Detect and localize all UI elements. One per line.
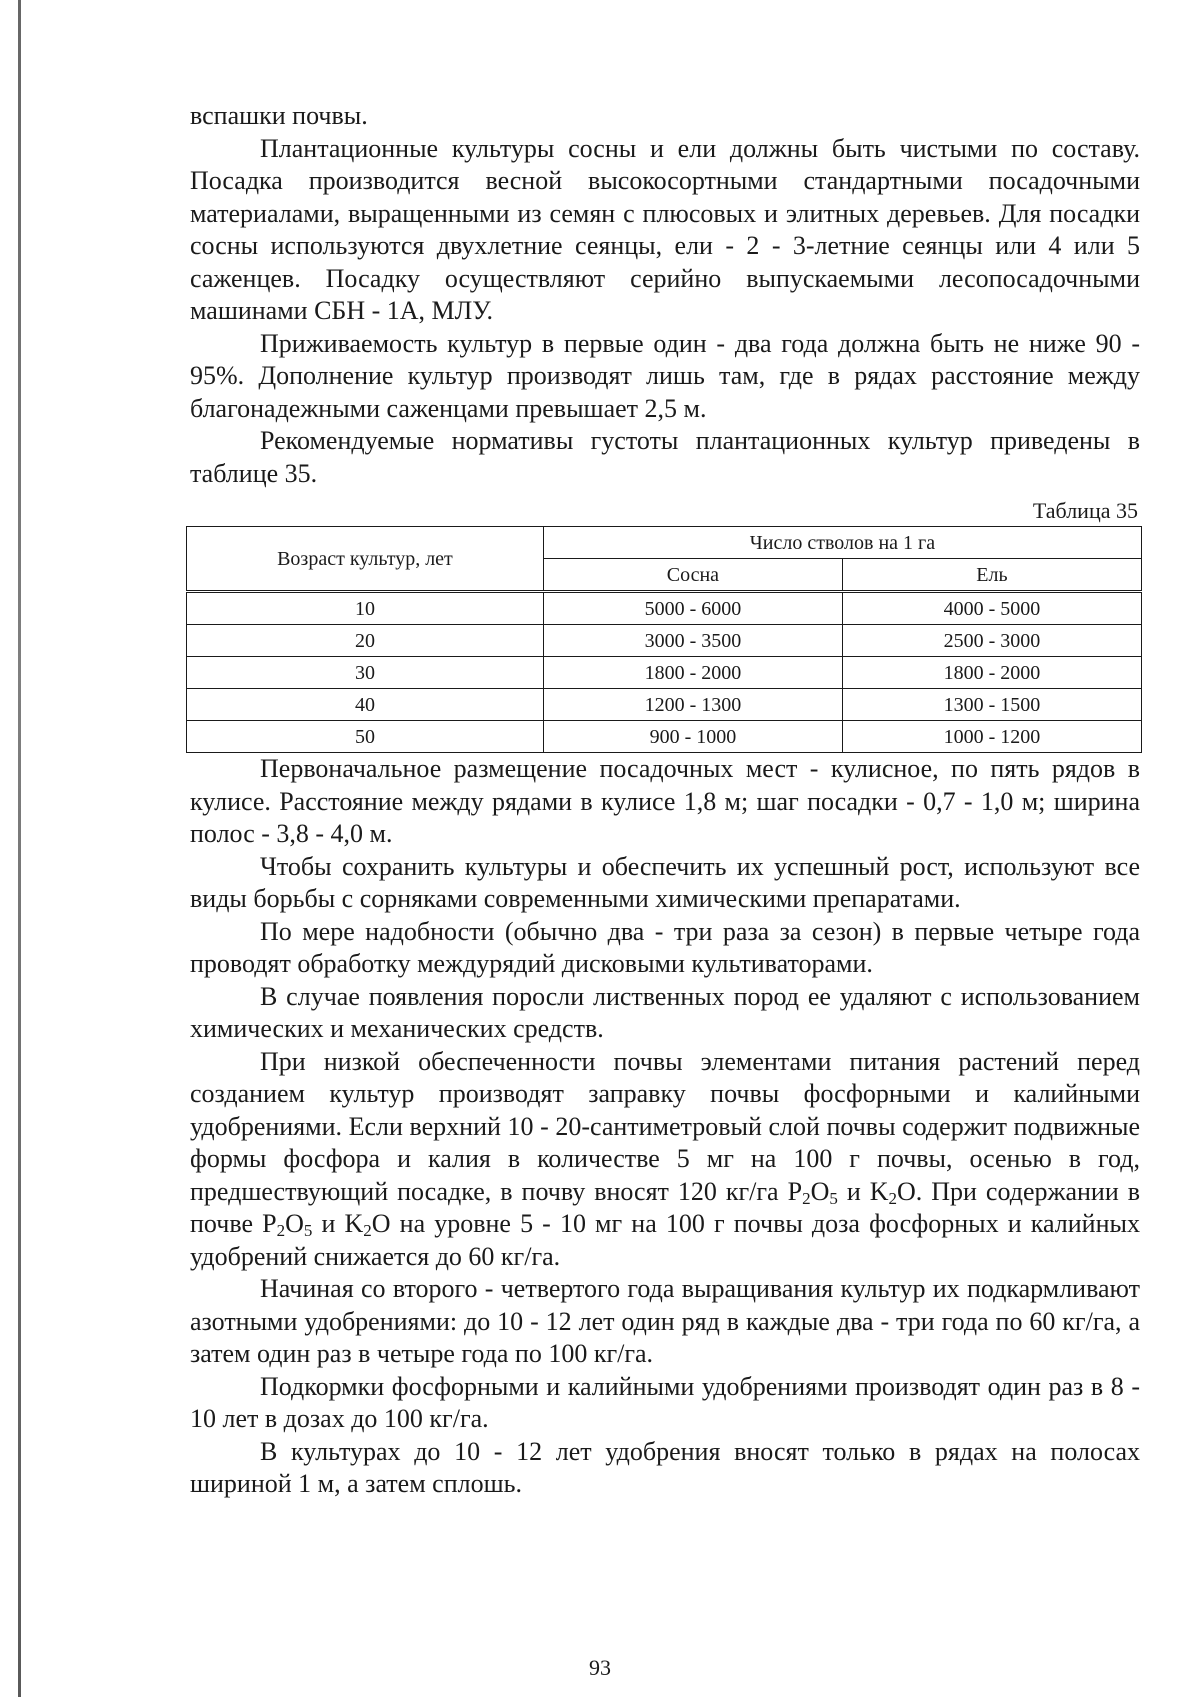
paragraph-plantation: Плантационные культуры сосны и ели должны быть чистыми по составу. Посадка производится весной высокосортными стандартными посадочными материалами, выращенными из семян с плюсовых и элитных деревьев. Для посадки сосны используются двухлетние сеянцы, ели - 2 - 3-летние сеянцы или 4 или 5 саженцев. Посадку осуществляют серийно выпускаемыми лесопосадочными машинами СБН - 1А, МЛУ.	[190, 133, 1140, 325]
document-page	[190, 100, 1140, 1501]
table-row	[187, 689, 1142, 721]
cell-age: 50	[187, 721, 544, 753]
header-spruce: Ель	[842, 559, 1141, 592]
cell-pine: 1200 - 1300	[543, 689, 842, 721]
formula-k2o	[344, 1209, 390, 1238]
table-row	[187, 592, 1142, 625]
table-row	[187, 721, 1142, 753]
cell-age: 40	[187, 689, 544, 721]
cell-age: 30	[187, 657, 544, 689]
paragraph-density-intro: Рекомендуемые нормативы густоты плантационных культур приведены в таблице 35.	[190, 426, 1140, 488]
formula-symbol: P	[787, 1176, 803, 1206]
cell-spruce: 1300 - 1500	[842, 689, 1141, 721]
formula-symbol: O	[810, 1176, 830, 1206]
header-trunks-per-ha: Число стволов на 1 га	[543, 527, 1141, 559]
fertilizer-text-3: на уровне 5 - 10 мг на 100 г почвы доза фосфорных и калийных удобрений снижается до 60 кг/га.	[190, 1209, 1140, 1271]
formula-symbol: K	[344, 1209, 364, 1238]
cell-spruce: 4000 - 5000	[842, 592, 1141, 625]
formula-subscript: 2	[276, 1221, 286, 1240]
formula-p2o5	[788, 1177, 838, 1206]
paragraph-row-application: В культурах до 10 - 12 лет удобрения вносят только в рядах на полосах шириной 1 м, а затем сплошь.	[190, 1436, 1140, 1498]
paragraph-weed-control: Чтобы сохранить культуры и обеспечить их успешный рост, используют все виды борьбы с сорняками современными химическими препаратами.	[190, 851, 1140, 913]
table-row	[187, 625, 1142, 657]
header-pine: Сосна	[543, 559, 842, 592]
page-number: 93	[589, 1655, 611, 1680]
paragraph-deciduous-growth: В случае появления поросли лиственных пород ее удаляют с использованием химических и механических средств.	[190, 981, 1140, 1043]
formula-k2o	[870, 1177, 923, 1206]
formula-symbol: O	[285, 1209, 304, 1238]
table-row	[187, 657, 1142, 689]
fertilizer-text-1: При низкой обеспеченности почвы элементами питания растений перед созданием культур производят заправку почвы фосфорными и калийными удобрениями. Если верхний 10 - 20-сантиметровый слой почвы содержит подвижные формы фосфора и калия в количестве 5 мг на 100 г почвы, осенью в год, предшествующий посадке, в почву вносят 120 кг/га	[190, 1046, 1140, 1206]
formula-symbol: K	[869, 1176, 889, 1206]
cell-pine: 3000 - 3500	[543, 625, 842, 657]
cell-age: 20	[187, 625, 544, 657]
formula-symbol: O	[371, 1209, 391, 1238]
header-age: Возраст культур, лет	[187, 527, 544, 592]
cell-age: 10	[187, 592, 544, 625]
formula-symbol: O.	[897, 1176, 923, 1206]
paragraph-fertilizer	[190, 1046, 1140, 1274]
formula-subscript: 5	[303, 1221, 313, 1240]
paragraph-survival: Приживаемость культур в первые один - два года должна быть не ниже 90 - 95%. Дополнение культур производят лишь там, где в рядах расстояние между благонадежными саженцами превышает 2,5 м.	[190, 328, 1140, 423]
paragraph-continuation: вспашки почвы.	[190, 101, 368, 130]
formula-symbol: P	[262, 1209, 277, 1238]
density-table	[186, 526, 1142, 753]
paragraph-phosphorus-potassium: Подкормки фосфорными и калийными удобрениями производят один раз в 8 - 10 лет в дозах до 100 кг/га.	[190, 1371, 1140, 1433]
table-caption: Таблица 35	[1032, 498, 1138, 523]
formula-subscript: 5	[829, 1188, 838, 1208]
cell-pine: 1800 - 2000	[543, 657, 842, 689]
paragraph-nitrogen: Начиная со второго - четвертого года выращивания культур их подкармливают азотными удобрениями: до 10 - 12 лет один ряд в каждые два - три года по 60 кг/га, а затем один раз в четыре года по 100 кг/га.	[190, 1274, 1140, 1368]
cell-spruce: 1800 - 2000	[842, 657, 1141, 689]
formula-subscript: 2	[888, 1188, 897, 1208]
paragraph-cultivation: По мере надобности (обычно два - три раза за сезон) в первые четыре года проводят обработку междурядий дисковыми культиваторами.	[190, 916, 1140, 978]
scan-edge-line	[18, 0, 21, 1697]
cell-spruce: 2500 - 3000	[842, 625, 1141, 657]
cell-pine: 900 - 1000	[543, 721, 842, 753]
conjunction: и	[837, 1176, 870, 1206]
formula-subscript: 2	[802, 1188, 811, 1208]
cell-spruce: 1000 - 1200	[842, 721, 1141, 753]
fertilizer-text-2: При содержании в почве	[190, 1176, 1140, 1238]
formula-p2o5	[262, 1209, 312, 1238]
cell-pine: 5000 - 6000	[543, 592, 842, 625]
paragraph-placement: Первоначальное размещение посадочных мест - кулисное, по пять рядов в кулисе. Расстояние между рядами в кулисе 1,8 м; шаг посадки - 0,7 - 1,0 м; ширина полос - 3,8 - 4,0 м.	[190, 754, 1140, 848]
conjunction: и	[312, 1209, 345, 1238]
formula-subscript: 2	[363, 1221, 372, 1240]
